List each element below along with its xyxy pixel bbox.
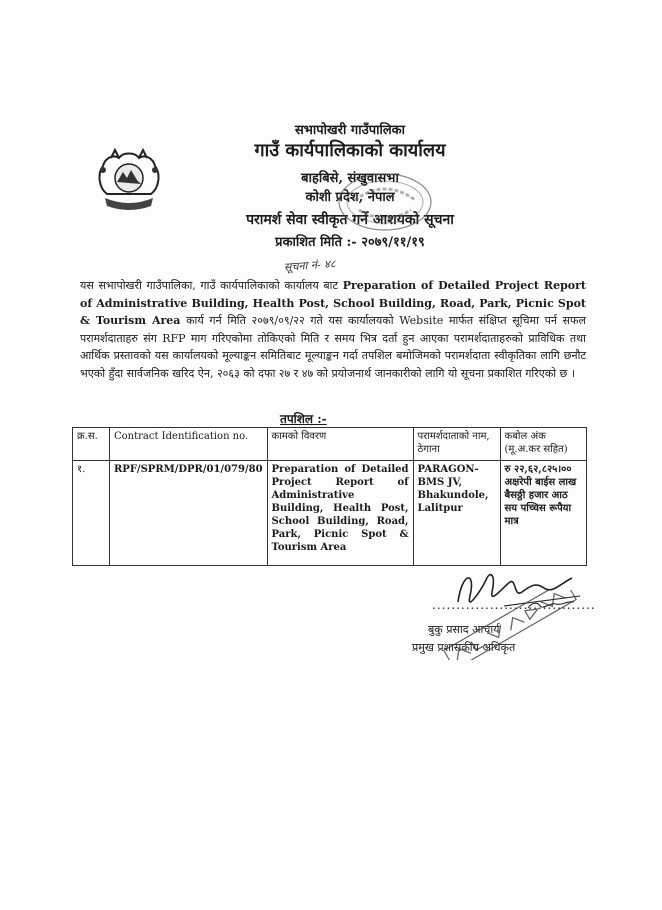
notice-title: परामर्श सेवा स्वीकृत गर्ने आशयको सूचना: [246, 212, 454, 228]
signature-line: ..................................: [432, 598, 596, 612]
municipality-name: सभापोखरी गाउँपालिका: [295, 123, 405, 138]
table-row: [73, 461, 587, 566]
signatory-name: बुकु प्रसाद आचार्य: [428, 623, 500, 636]
cell-consultant: [413, 461, 500, 566]
header-description: कामको विवरण: [267, 428, 413, 461]
amount-value: रु २२,६२,८२५।०० अक्षरेपी बाईस लाख बैसठ्ठी हजार आठ सय पच्चिस रूपैया मात्र: [504, 464, 577, 527]
office-address: बाहबिसे, संखुवासभा: [301, 171, 399, 186]
consultant-value: PARAGON-BMS JV, Bhakundole, Lalitpur: [417, 464, 489, 514]
contract-id-value: RPF/SPRM/DPR/01/079/80: [114, 464, 263, 475]
body-text-intro: यस सभापोखरी गाउँपालिका, गाउँ कार्यपालिकाको कार्यालय बाट: [80, 279, 343, 292]
body-project-title: Preparation of Detailed Project Report of Administrative Building, Health Post, School Building, Road, Park, Picnic Spot & Tourism Area: [80, 279, 586, 328]
header-consultant: परामर्शदाताको नाम, ठेगाना: [413, 428, 500, 461]
designation-stamp: [410, 590, 610, 660]
notice-body: [80, 277, 586, 383]
cell-description: [267, 461, 413, 566]
body-text-main: कार्य गर्न मिति २०७९/०९/२२ गते यस कार्यालयको Website मार्फत संक्षिप्त सूचिमा पर्न सफल परामर्शदाताहरु संग RFP माग गरिएकोमा तोकिएको मिति र समय भित्र दर्ता हुन आएका परामर्शदाताहरुको प्राविधिक तथा आर्थिक प्रस्तावको यस कार्यालयको मूल्याङ्कन समितिबाट मूल्याङ्कन गर्दा तपशिल बमोजिमको परामर्शदाता स्वीकृतिका लागि छनौट भएको हुँदा सार्वजनिक खरिद ऐन, २०६३ को दफा २७ र ४७ को प्रयोजनार्थ जानकारीको लागि यो सूचना प्रकाशित गरिएको छ ।: [80, 314, 586, 380]
office-name: गाउँ कार्यपालिकाको कार्यालय: [254, 140, 446, 161]
cell-contract-id: [110, 461, 268, 566]
header-sn: क्र.स.: [73, 428, 110, 461]
cell-amount: [500, 461, 586, 566]
table-header-row: [73, 428, 587, 461]
header-amount: कबोल अंक (मू.अ.कर सहित): [500, 428, 586, 461]
selection-table: [72, 427, 587, 566]
description-value: Preparation of Detailed Project Report of Administrative Building, Health Post, School Building, Road, Park, Picnic Spot & Tourism Area: [271, 464, 409, 553]
table-caption: तपशिल :-: [280, 412, 327, 426]
signatory-title: प्रमुख प्रशासकीय अधिकृत: [412, 641, 516, 654]
published-date: प्रकाशित मिति :- २०७९/११/१९: [275, 235, 425, 250]
header-contract-id: Contract Identification no.: [110, 428, 268, 461]
cell-sn: १.: [73, 461, 110, 566]
office-seal-stamp: [335, 170, 435, 234]
handwritten-reference: सूचना नं- ४८: [283, 257, 337, 274]
province-name: कोशी प्रदेश, नेपाल: [305, 190, 395, 205]
